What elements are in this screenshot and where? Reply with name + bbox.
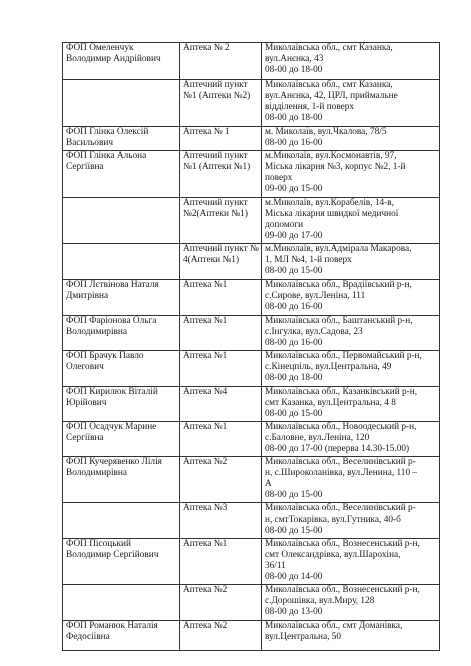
address-cell [262, 197, 440, 243]
address-cell [262, 351, 440, 386]
pharmacy-cell: Аптека №3 [180, 503, 262, 538]
working-hours: 08-00 до 13-00 [265, 607, 323, 618]
address-line: с.Дорошівка, вул.Миру, 128 [265, 596, 375, 607]
owner-cell: ФОП Глінка Олексій Васильович [63, 127, 180, 151]
pharmacy-cell: Аптека №4 [180, 386, 262, 421]
working-hours: 08-00 до 17-00 (перерва 14.30-15.00) [265, 443, 410, 454]
address-line: Міська лікарня №3, корпус №2, 1-й [265, 162, 406, 173]
table-row [63, 127, 440, 151]
pharmacy-cell: Аптека №1 [180, 315, 262, 350]
address-line: м. Миколаїв, вул.Чкалова, 78/5 [265, 127, 387, 137]
table-row [63, 351, 440, 386]
working-hours: 08-00 до 14-00 [265, 572, 323, 582]
address-cell [262, 503, 440, 538]
address-line: смт Олександрівка, вул.Шарохіна, [265, 549, 401, 560]
address-line: с.Сирове, вул.Леніна, 111 [265, 291, 366, 302]
pharmacy-table [62, 42, 440, 651]
table-row [63, 585, 440, 621]
pharmacy-cell: Аптека №1 [180, 538, 262, 584]
owner-cell: ФОП Осадчук Марине Сергіївна [63, 421, 180, 456]
owner-cell [63, 243, 180, 279]
owner-cell: ФОП Кучерявенко Лілія Володимирівна [63, 457, 180, 503]
owner-cell: ФОП Фаріонова Ольга Володимирівна [63, 315, 180, 350]
table-row [63, 151, 440, 197]
address-line: Миколаївська обл., смт Казанка, [265, 43, 393, 53]
table-row [63, 43, 440, 80]
address-line: Миколаївська обл., Веселинівський р- [265, 503, 416, 514]
owner-cell: ФОП Пісоцький Володимир Сергійович [63, 538, 180, 584]
address-line: Миколаївська обл., Баштанський р-н, [265, 315, 413, 326]
working-hours: 08-00 до 16-00 [265, 302, 323, 313]
address-line: допомоги [265, 219, 304, 230]
owner-cell: ФОП Кирилюк Віталій Юрійович [63, 386, 180, 421]
address-line: смт Казанка, вул.Центральна, 4 8 [265, 397, 396, 408]
address-line: Миколаївська обл., Вознесенський р-н, [265, 538, 420, 549]
address-cell [262, 80, 440, 127]
pharmacy-cell: Аптечний пункт №2(Аптеки №1) [180, 197, 262, 243]
address-line: Миколаївська обл., Вознесенський р-н, [265, 585, 420, 596]
pharmacy-cell: Аптека №1 [180, 279, 262, 315]
working-hours: 09-00 до 17-00 [265, 230, 323, 241]
pharmacy-cell: Аптека №2 [180, 621, 262, 651]
address-cell [262, 127, 440, 151]
table-row [63, 538, 440, 584]
owner-cell: ФОП Омеленчук Володимир Андрійович [63, 43, 180, 80]
address-cell [262, 243, 440, 279]
table-row [63, 80, 440, 127]
table-row [63, 386, 440, 421]
table-row [63, 315, 440, 350]
address-line: Миколаївська обл., Врадіївський р-н, [265, 279, 412, 290]
address-line: поверх [265, 173, 293, 184]
address-line: Миколаївська обл., смт Доманівка, [265, 621, 403, 632]
pharmacy-cell: Аптека №2 [180, 457, 262, 503]
owner-cell: ФОП Глінка Альона Сергіївна [63, 151, 180, 197]
address-line: Міська лікарня швидкої медичної [265, 208, 399, 219]
address-line: відділення, 1-й поверх [265, 102, 355, 113]
table-row [63, 457, 440, 503]
address-line: с.Інгулка, вул.Садова, 23 [265, 327, 363, 338]
address-cell [262, 421, 440, 456]
address-line: Миколаївська обл., Веселинівський р- [265, 457, 416, 468]
address-line: м.Миколаїв, вул.Адмірала Макарова, [265, 243, 412, 254]
working-hours: 08-00 до 16-00 [265, 138, 323, 149]
address-line: Миколаївська обл., смт Казанка, [265, 80, 393, 90]
address-line: м.Миколаїв, вул.Космонавтів, 97, [265, 151, 397, 162]
working-hours: 08-00 до 15-00 [265, 266, 323, 277]
owner-cell [63, 585, 180, 621]
address-cell [262, 457, 440, 503]
owner-cell [63, 197, 180, 243]
pharmacy-cell: Аптека № 2 [180, 43, 262, 80]
table-row [63, 279, 440, 315]
address-line: вул.Центральна, 50 [265, 632, 342, 643]
pharmacy-cell: Аптечний пункт № 4(Аптеки №1) [180, 243, 262, 279]
table-row [63, 503, 440, 538]
working-hours: 08-00 до 15-00 [265, 525, 323, 536]
working-hours: 08-00 до 15-00 [265, 408, 323, 419]
address-line: с.Кінецпіль, вул.Центральна, 49 [265, 362, 392, 373]
pharmacy-cell: Аптека №1 [180, 351, 262, 386]
address-cell [262, 151, 440, 197]
working-hours: 09-00 до 15-00 [265, 184, 323, 195]
address-cell [262, 386, 440, 421]
address-line: н, смтТокарівка, вул.Гутника, 40-б [265, 514, 401, 525]
owner-cell [63, 503, 180, 538]
working-hours: 08-00 до 18-00 [265, 373, 323, 384]
owner-cell: ФОП Лєтвінова Наталя Дмитрівна [63, 279, 180, 315]
pharmacy-cell: Аптека № 1 [180, 127, 262, 151]
address-line: 1, МЛ №4, 1-й поверх [265, 255, 352, 266]
pharmacy-cell: Аптека №1 [180, 421, 262, 456]
address-line: Миколаївська обл., Первомайський р-н, [265, 351, 422, 362]
address-cell [262, 621, 440, 651]
working-hours: 08-00 до 18-00 [265, 65, 323, 76]
address-line: Миколаївська обл., Новоодеський р-н, [265, 421, 417, 432]
address-line: с.Баловне, вул.Леніна, 120 [265, 432, 370, 443]
address-line: 36/11 [265, 560, 286, 571]
table-row [63, 197, 440, 243]
address-line: А [265, 479, 272, 490]
address-cell [262, 538, 440, 584]
pharmacy-table-container [62, 42, 439, 651]
owner-cell [63, 80, 180, 127]
address-cell [262, 315, 440, 350]
address-cell [262, 585, 440, 621]
address-line: вул.Анєнка, 42, ЦРЛ, приймальне [265, 91, 398, 102]
working-hours: 08-00 до 15-00 [265, 490, 323, 501]
table-row [63, 421, 440, 456]
table-row [63, 243, 440, 279]
owner-cell: ФОП Брачук Павло Олегович [63, 351, 180, 386]
pharmacy-cell: Аптечний пункт №1 (Аптеки №2) [180, 80, 262, 127]
address-line: м.Миколаїв, вул.Корабелів, 14-в, [265, 197, 394, 208]
pharmacy-table-body [63, 43, 440, 651]
owner-cell: ФОП Романюк Наталія Федосіївна [63, 621, 180, 651]
address-cell [262, 279, 440, 315]
pharmacy-cell: Аптека №2 [180, 585, 262, 621]
working-hours: 08-00 до 18-00 [265, 113, 323, 124]
table-row [63, 621, 440, 651]
pharmacy-cell: Аптечний пункт №1 (Аптеки №1) [180, 151, 262, 197]
working-hours: 08-00 до 16-00 [265, 338, 323, 349]
address-line: н, с.Широколанівка, вул.Ленина, 110 – [265, 468, 418, 479]
address-cell [262, 43, 440, 80]
address-line: вул.Анєнка, 43 [265, 54, 324, 65]
address-line: Миколаївська обл., Казанківський р-н, [265, 386, 418, 397]
